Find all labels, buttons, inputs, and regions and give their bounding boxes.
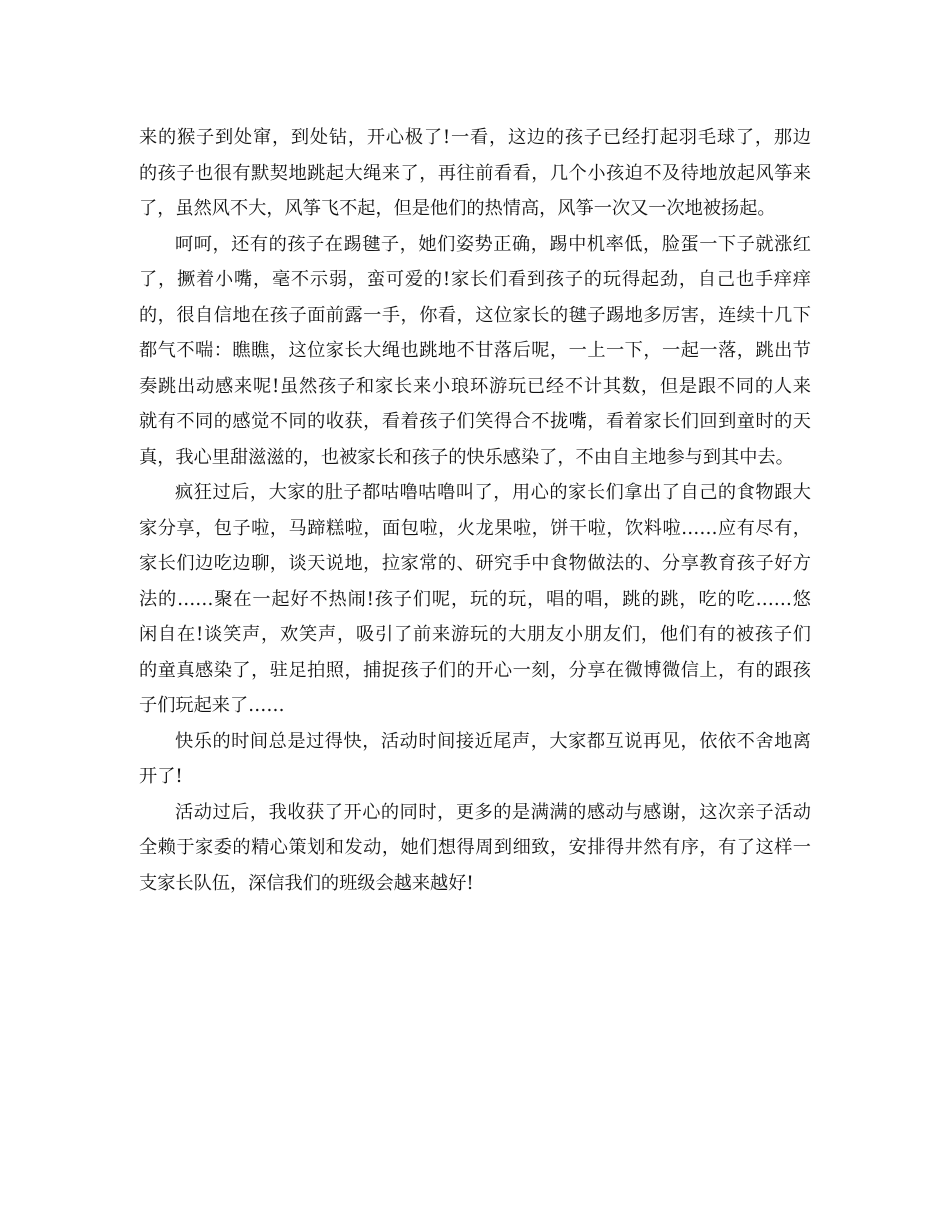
text-line: 法的……聚在一起好不热闹!孩子们呢，玩的玩，唱的唱，跳的跳，吃的吃……悠 [139, 588, 811, 610]
text-line: 就有不同的感觉不同的收获，看着孩子们笑得合不拢嘴，看着家长们回到童时的天 [139, 411, 811, 432]
text-line: 呵呵，还有的孩子在踢毽子，她们姿势正确，踢中机率低，脸蛋一下子就涨红 [175, 233, 811, 255]
text-line: 子们玩起来了…… [139, 695, 285, 716]
text-line: 的童真感染了，驻足拍照，捕捉孩子们的开心一刻，分享在微博微信上，有的跟孩 [139, 659, 811, 681]
text-line: 家分享，包子啦，马蹄糕啦，面包啦，火龙果啦，饼干啦，饮料啦……应有尽有， [139, 517, 811, 539]
text-line: 的孩子也很有默契地跳起大绳来了，再往前看看，几个小孩迫不及待地放起风筝来 [139, 162, 811, 184]
text-line: 了，虽然风不大，风筝飞不起，但是他们的热情高，风筝一次又一次地被扬起。 [139, 198, 776, 219]
text-line: 闲自在!谈笑声，欢笑声，吸引了前来游玩的大朋友小朋友们，他们有的被孩子们 [139, 624, 811, 645]
text-line: 全赖于家委的精心策划和发动，她们想得周到细致，安排得井然有序，有了这样一 [139, 837, 811, 858]
paragraph [139, 120, 811, 227]
text-line: 开了! [139, 766, 183, 787]
text-line: 奏跳出动感来呢!虽然孩子和家长来小琅环游玩已经不计其数，但是跟不同的人来 [139, 375, 811, 397]
text-line: 家长们边吃边聊，谈天说地，拉家常的、研究手中食物做法的、分享教育孩子好方 [139, 553, 811, 574]
text-line: 疯狂过后，大家的肚子都咕噜咕噜叫了，用心的家长们拿出了自己的食物跟大 [175, 482, 811, 503]
text-line: 真，我心里甜滋滋的，也被家长和孩子的快乐感染了，不由自主地参与到其中去。 [139, 446, 794, 468]
text-line: 了，撅着小嘴，毫不示弱，蛮可爱的!家长们看到孩子的玩得起劲，自己也手痒痒 [139, 269, 811, 290]
paragraph [139, 227, 811, 476]
text-line: 的，很自信地在孩子面前露一手，你看，这位家长的毽子踢地多厉害，连续十几下 [139, 304, 811, 326]
body-text [139, 120, 811, 901]
paragraph [139, 795, 811, 902]
text-line: 活动过后，我收获了开心的同时，更多的是满满的感动与感谢，这次亲子活动 [175, 801, 811, 823]
text-line: 都气不喘：瞧瞧，这位家长大绳也跳地不甘落后呢，一上一下，一起一落，跳出节 [139, 340, 811, 361]
text-line: 支家长队伍，深信我们的班级会越来越好! [139, 872, 474, 894]
text-line: 来的猴子到处窜，到处钻，开心极了!一看，这边的孩子已经打起羽毛球了，那边 [139, 127, 811, 148]
text-line: 快乐的时间总是过得快，活动时间接近尾声，大家都互说再见，依依不舍地离 [175, 730, 811, 752]
paragraph [139, 724, 811, 795]
paragraph [139, 475, 811, 724]
